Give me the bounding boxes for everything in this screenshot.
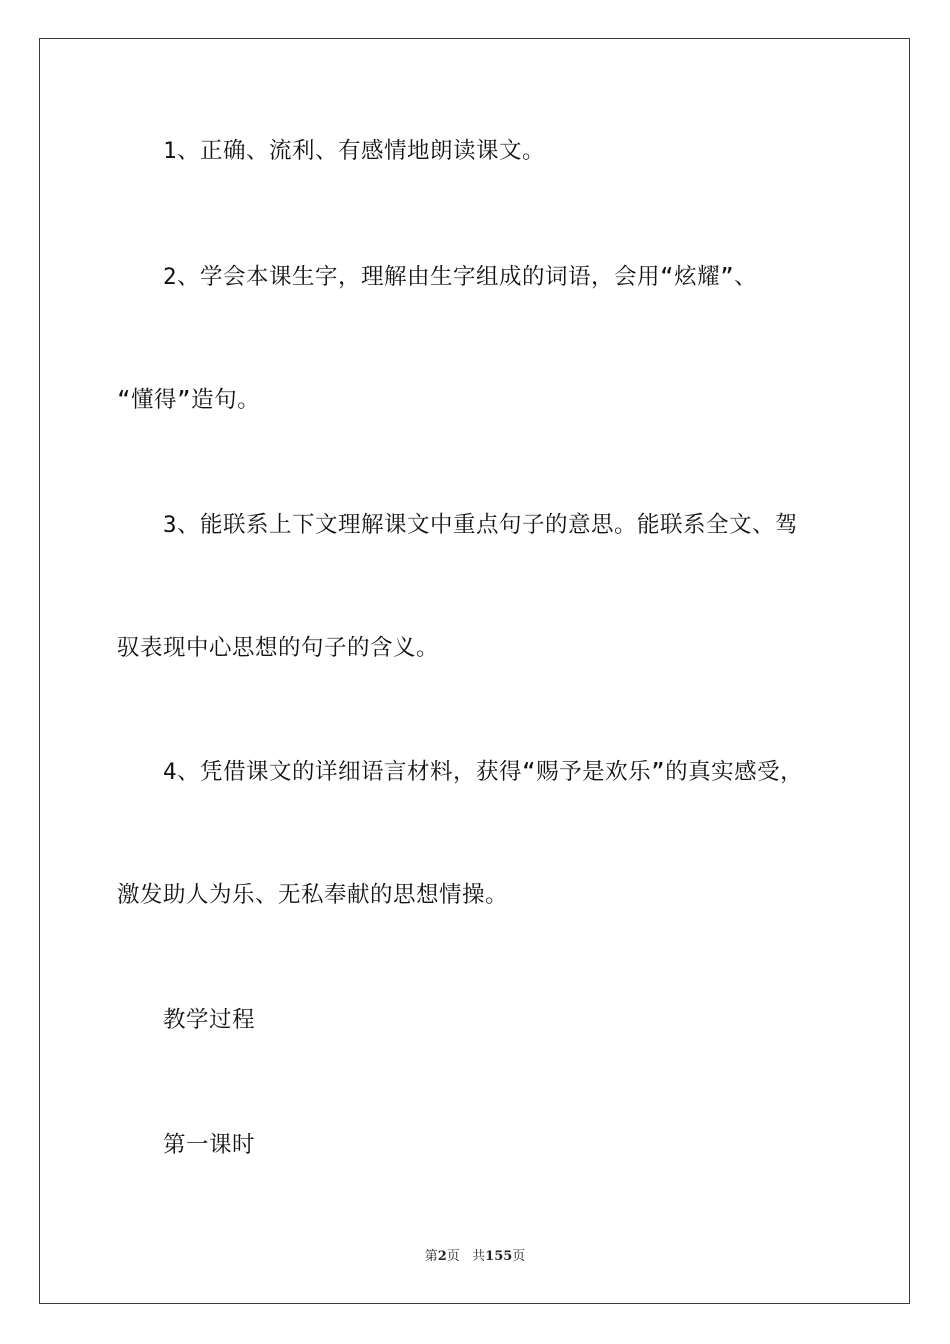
objective-1: 1、正确、流利、有感情地朗读课文。	[163, 138, 546, 164]
page-border	[39, 38, 910, 1304]
footer-middle: 页 共	[446, 1249, 486, 1264]
objective-3-line-1: 3、能联系上下文理解课文中重点句子的意思。能联系全文、驾	[163, 512, 799, 538]
footer-total-pages: 155	[485, 1249, 513, 1264]
section-heading-first-lesson: 第一课时	[163, 1132, 256, 1158]
footer-prefix: 第	[424, 1249, 438, 1264]
objective-4-line-1: 4、凭借课文的详细语言材料，获得“赐予是欢乐”的真实感受，	[163, 759, 804, 785]
footer-current-page: 2	[437, 1249, 447, 1264]
objective-2-line-1: 2、学会本课生字，理解由生字组成的词语，会用“炫耀”、	[163, 264, 758, 290]
footer-suffix: 页	[512, 1249, 526, 1264]
page-footer	[0, 1248, 950, 1266]
objective-3-line-2: 驭表现中心思想的句子的含义。	[117, 635, 440, 661]
section-heading-teaching-process: 教学过程	[163, 1007, 256, 1033]
objective-4-line-2: 激发助人为乐、无私奉献的思想情操。	[117, 882, 509, 908]
objective-2-line-2: “懂得”造句。	[117, 387, 261, 413]
